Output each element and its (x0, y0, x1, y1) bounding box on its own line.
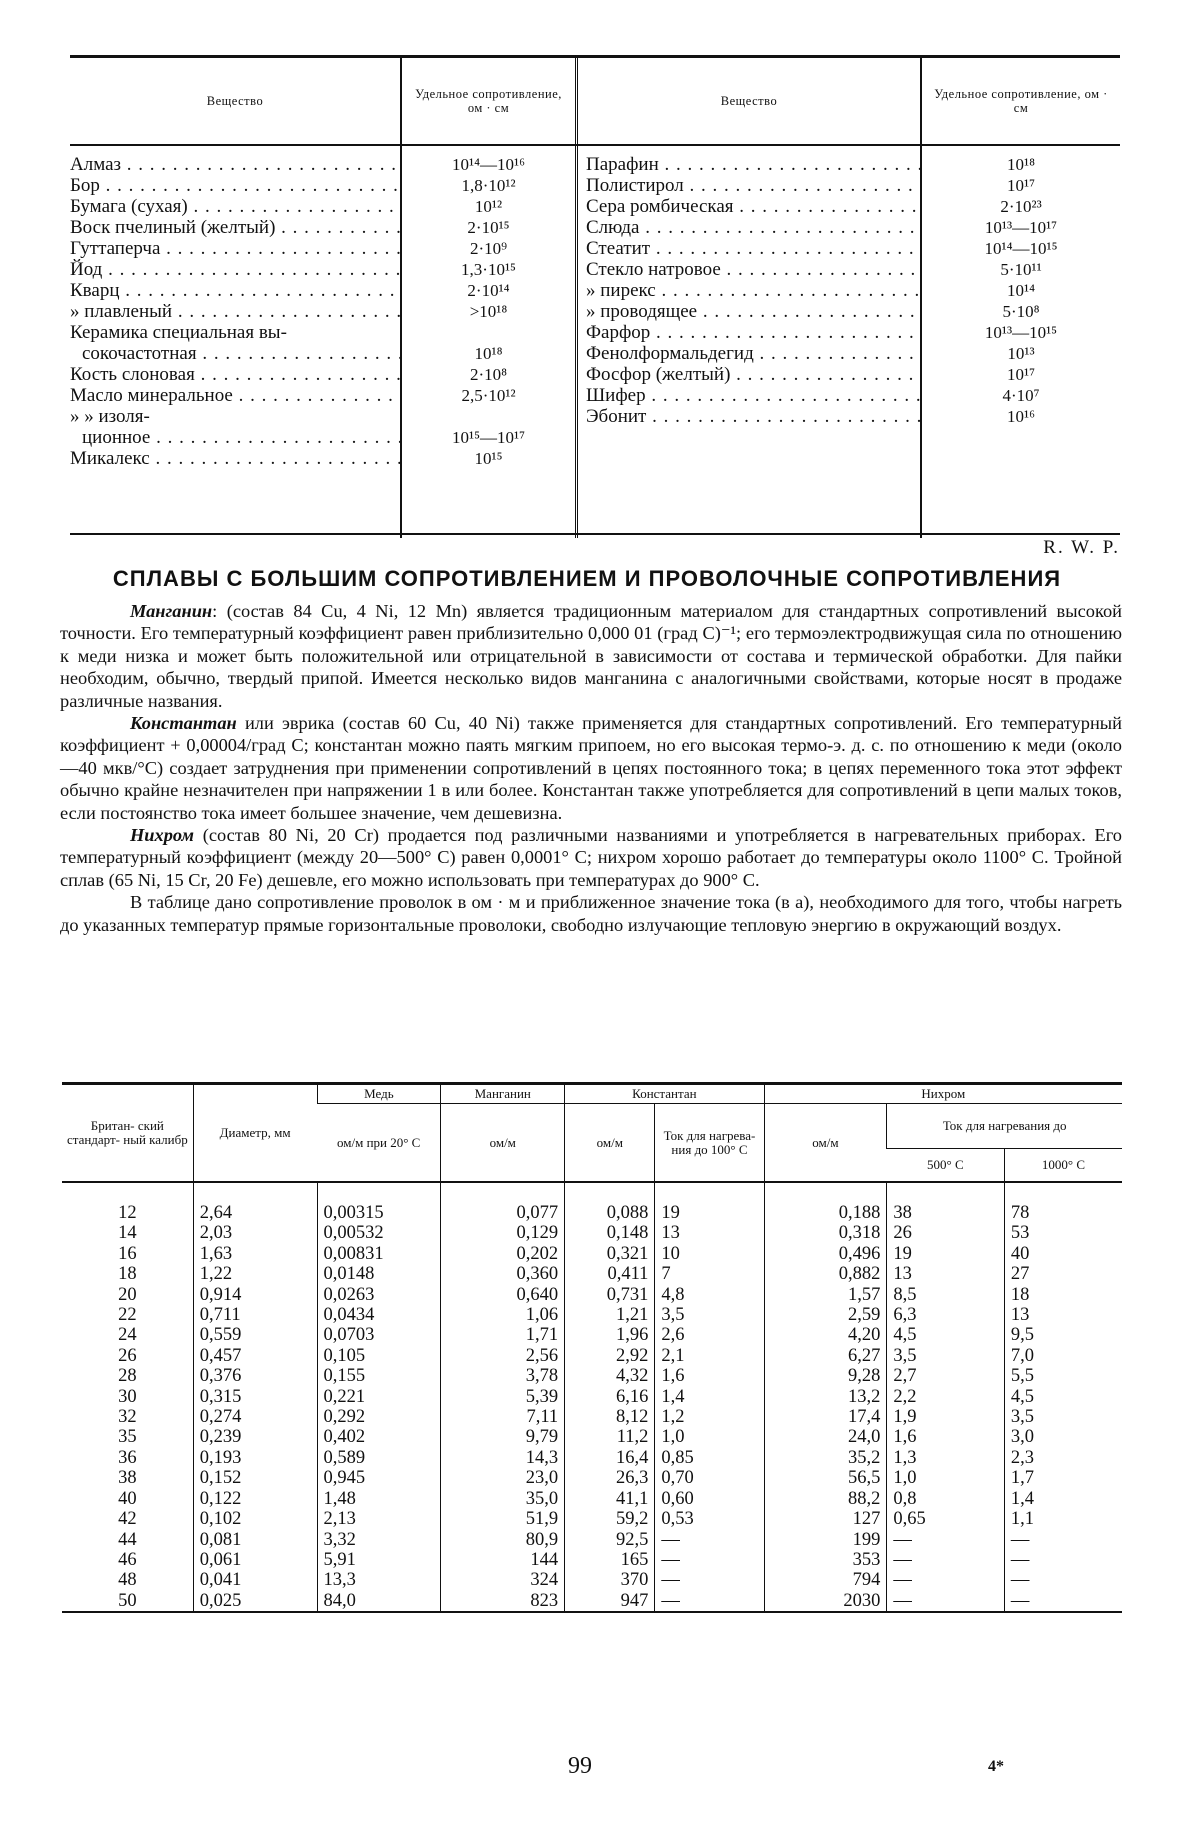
table-row (62, 1305, 1122, 1325)
cell-gauge: 38 (118, 1468, 137, 1489)
cell-diameter: 0,239 (193, 1427, 317, 1447)
substance-name: Фарфор . . . (586, 322, 920, 343)
table-row (62, 1489, 1122, 1509)
cell-manganin: 823 (441, 1591, 565, 1612)
cell-manganin: 1,71 (441, 1325, 565, 1345)
resistivity-value: 5·10⁸ (1002, 302, 1040, 321)
header-constantan-unit: ом/м (565, 1104, 655, 1183)
substance-name: » пирекс . . . (586, 280, 920, 301)
cell-manganin: 0,640 (441, 1285, 565, 1305)
substance-name: Эбонит . . . (586, 406, 920, 427)
cell-diameter: 0,559 (193, 1325, 317, 1345)
cell-nichrome-1000: — (1004, 1591, 1122, 1612)
cell-nichrome-1000: 13 (1004, 1305, 1122, 1325)
wire-table-body (62, 1182, 1122, 1612)
cell-diameter: 0,152 (193, 1468, 317, 1488)
substance-name: Фосфор (желтый) . . . (586, 364, 920, 385)
cell-manganin: 14,3 (441, 1448, 565, 1468)
cell-constantan-current: 0,53 (655, 1509, 764, 1529)
substance-name: Стеатит . . . (586, 238, 920, 259)
resistivity-table (70, 55, 1120, 558)
table-row (62, 1407, 1122, 1427)
cell-constantan: 947 (565, 1591, 655, 1612)
table-row (62, 1182, 1122, 1223)
cell-nichrome-500: 8,5 (887, 1285, 1005, 1305)
term-constantan: Константан (130, 713, 237, 734)
resistivity-value: 10¹⁷ (1006, 176, 1036, 195)
cell-copper: 0,0703 (317, 1325, 441, 1345)
left-values-column (400, 146, 578, 538)
cell-nichrome-500: — (887, 1550, 1005, 1570)
cell-nichrome-500: 0,65 (887, 1509, 1005, 1529)
substance-name: Керамика специальная вы- (70, 322, 287, 343)
cell-diameter: 0,102 (193, 1509, 317, 1529)
substance-name: ционное . . . (70, 427, 400, 448)
table-row (62, 1223, 1122, 1243)
table-row (62, 1448, 1122, 1468)
resistivity-value: 2·10⁸ (469, 365, 508, 384)
cell-gauge: 24 (118, 1325, 137, 1346)
paragraph-constantan-text: или эврика (состав 60 Cu, 40 Ni) также применяется для стандартных сопротивлений. Его температурный коэффициент + 0,00004/град C; константан можно паять мягким припоем, но его высокая термо-э. д. с. по отношению к меди (около —40 мкв/°C) создает затруднения при применении сопротивлений в цепях постоянного тока; в цепях переменного тока этот эффект обычно крайне незначителен при напряжении 1 в или более. Константан также употребляется для сопротивлений в цепи малых токов, если постоянство тока имеет большее значение, чем дешевизна. (60, 713, 1122, 823)
substance-name: Бумага (сухая) . . . (70, 196, 400, 217)
cell-gauge: 36 (118, 1447, 137, 1468)
cell-diameter: 0,914 (193, 1285, 317, 1305)
resistivity-value: 2·10²³ (1000, 197, 1042, 216)
paragraph-nichrome (60, 824, 1122, 891)
cell-nichrome-500: — (887, 1570, 1005, 1590)
cell-diameter: 0,061 (193, 1550, 317, 1570)
resistivity-value: 10¹⁷ (1006, 365, 1036, 384)
cell-gauge: 40 (118, 1488, 137, 1509)
cell-diameter: 0,193 (193, 1448, 317, 1468)
resistivity-value: 2·10¹⁵ (467, 218, 510, 237)
header-500: 500° C (887, 1149, 1005, 1183)
substance-name: Сера ромбическая . . . (586, 196, 920, 217)
cell-nichrome: 4,20 (764, 1325, 887, 1345)
cell-constantan: 2,92 (565, 1346, 655, 1366)
cell-constantan: 16,4 (565, 1448, 655, 1468)
cell-nichrome: 56,5 (764, 1468, 887, 1488)
cell-nichrome: 2030 (764, 1591, 887, 1612)
cell-manganin: 5,39 (441, 1387, 565, 1407)
header-1000: 1000° C (1004, 1149, 1122, 1183)
cell-copper: 84,0 (317, 1591, 441, 1612)
cell-nichrome-500: 1,0 (887, 1468, 1005, 1488)
cell-nichrome-1000: 2,3 (1004, 1448, 1122, 1468)
substance-name: » проводящее . . . (586, 301, 920, 322)
cell-manganin: 80,9 (441, 1530, 565, 1550)
cell-nichrome: 35,2 (764, 1448, 887, 1468)
cell-constantan: 92,5 (565, 1530, 655, 1550)
cell-manganin: 7,11 (441, 1407, 565, 1427)
cell-copper: 0,402 (317, 1427, 441, 1447)
cell-diameter: 0,122 (193, 1489, 317, 1509)
cell-nichrome-1000: 78 (1004, 1182, 1122, 1223)
cell-nichrome-1000: 40 (1004, 1244, 1122, 1264)
cell-nichrome-1000: 1,7 (1004, 1468, 1122, 1488)
cell-manganin: 9,79 (441, 1427, 565, 1447)
cell-diameter: 0,274 (193, 1407, 317, 1427)
resistivity-value: 2·10⁹ (469, 239, 508, 258)
cell-constantan: 26,3 (565, 1468, 655, 1488)
header-constantan-current: Ток для нагрева- ния до 100° C (655, 1104, 764, 1183)
cell-diameter: 0,315 (193, 1387, 317, 1407)
cell-diameter: 0,025 (193, 1591, 317, 1612)
cell-nichrome: 0,882 (764, 1264, 887, 1284)
cell-manganin: 0,202 (441, 1244, 565, 1264)
cell-nichrome: 1,57 (764, 1285, 887, 1305)
table-row (62, 1325, 1122, 1345)
cell-copper: 0,00532 (317, 1223, 441, 1243)
substance-name: Кварц . . . (70, 280, 400, 301)
cell-nichrome-1000: 18 (1004, 1285, 1122, 1305)
cell-gauge: 30 (118, 1386, 137, 1407)
cell-nichrome-500: 4,5 (887, 1325, 1005, 1345)
table-row (62, 1346, 1122, 1366)
cell-copper: 1,48 (317, 1489, 441, 1509)
cell-nichrome: 794 (764, 1570, 887, 1590)
cell-gauge: 46 (118, 1549, 137, 1570)
cell-gauge: 42 (118, 1509, 137, 1530)
substance-name: Йод . . . (70, 259, 400, 280)
resistivity-value: 1,3·10¹⁵ (461, 260, 516, 279)
substance-name: сокочастотная . . . (70, 343, 400, 364)
cell-constantan-current: 3,5 (655, 1305, 764, 1325)
resistivity-value: 10¹⁵ (474, 449, 503, 468)
cell-copper: 0,945 (317, 1468, 441, 1488)
cell-nichrome-1000: 3,5 (1004, 1407, 1122, 1427)
cell-constantan-current: 19 (655, 1182, 764, 1223)
substance-name: Масло минеральное . . . (70, 385, 400, 406)
resistivity-value: 10¹⁸ (474, 344, 503, 363)
cell-nichrome-1000: — (1004, 1550, 1122, 1570)
cell-gauge: 32 (118, 1407, 137, 1428)
resistivity-value: 2,5·10¹² (461, 386, 516, 405)
table-source: R. W. P. (1043, 537, 1120, 558)
table-row (62, 1244, 1122, 1264)
cell-nichrome: 2,59 (764, 1305, 887, 1325)
paragraph-manganin (60, 600, 1122, 712)
cell-gauge: 28 (118, 1366, 137, 1387)
cell-nichrome-500: 19 (887, 1244, 1005, 1264)
cell-nichrome: 88,2 (764, 1489, 887, 1509)
col-resistivity-right: Удельное сопротивление, ом · см (920, 58, 1120, 144)
cell-constantan-current: — (655, 1570, 764, 1590)
section-title: СПЛАВЫ С БОЛЬШИМ СОПРОТИВЛЕНИЕМ И ПРОВОЛОЧНЫЕ СОПРОТИВЛЕНИЯ (112, 566, 1062, 591)
cell-gauge: 12 (118, 1203, 137, 1223)
header-copper-unit: ом/м при 20° C (317, 1104, 441, 1183)
sheet-mark: 4* (988, 1758, 1004, 1775)
table-row (62, 1550, 1122, 1570)
cell-constantan: 8,12 (565, 1407, 655, 1427)
right-values-column (920, 146, 1120, 538)
resistivity-value: 10¹² (474, 197, 503, 216)
substance-name: Микалекс . . . (70, 448, 400, 469)
cell-constantan: 0,148 (565, 1223, 655, 1243)
cell-nichrome: 9,28 (764, 1366, 887, 1386)
cell-nichrome-500: — (887, 1591, 1005, 1612)
section-body (60, 600, 1122, 936)
cell-nichrome-1000: 27 (1004, 1264, 1122, 1284)
wire-table (62, 1082, 1122, 1613)
cell-constantan: 11,2 (565, 1427, 655, 1447)
header-diameter: Диаметр, мм (193, 1084, 317, 1183)
cell-constantan: 59,2 (565, 1509, 655, 1529)
cell-gauge: 22 (118, 1305, 137, 1326)
cell-manganin: 23,0 (441, 1468, 565, 1488)
cell-diameter: 0,081 (193, 1530, 317, 1550)
resistivity-value: 10¹⁵—10¹⁷ (451, 428, 526, 447)
cell-manganin: 0,360 (441, 1264, 565, 1284)
cell-gauge: 50 (62, 1591, 193, 1612)
table-row (62, 1468, 1122, 1488)
cell-constantan: 0,731 (565, 1285, 655, 1305)
cell-copper: 5,91 (317, 1550, 441, 1570)
cell-copper: 13,3 (317, 1570, 441, 1590)
table-row (62, 1285, 1122, 1305)
cell-nichrome-1000: 53 (1004, 1223, 1122, 1243)
cell-nichrome-500: 1,6 (887, 1427, 1005, 1447)
resistivity-value: 10¹³—10¹⁵ (984, 323, 1058, 342)
cell-constantan-current: 4,8 (655, 1285, 764, 1305)
cell-nichrome-500: 13 (887, 1264, 1005, 1284)
paragraph-nichrome-text: (состав 80 Ni, 20 Cr) продается под различными названиями и употребляется в нагревательных приборах. Его температурный коэффициент (между 20—500° C) равен 0,0001° C; нихром хорошо работает до температуры около 1100° C. Тройной сплав (65 Ni, 15 Cr, 20 Fe) дешевле, его можно использовать при температурах до 900° C. (60, 825, 1122, 890)
resistivity-value (402, 322, 575, 343)
resistivity-table-header (70, 58, 1120, 146)
cell-manganin: 1,06 (441, 1305, 565, 1325)
cell-copper: 0,105 (317, 1346, 441, 1366)
substance-name: Парафин . . . (586, 154, 920, 175)
right-names-column (578, 146, 920, 538)
cell-nichrome-500: — (887, 1530, 1005, 1550)
cell-nichrome-500: 3,5 (887, 1346, 1005, 1366)
cell-copper: 3,32 (317, 1530, 441, 1550)
cell-nichrome-500: 38 (887, 1182, 1005, 1223)
cell-nichrome: 24,0 (764, 1427, 887, 1447)
cell-manganin: 0,129 (441, 1223, 565, 1243)
resistivity-value: 10¹³—10¹⁷ (984, 218, 1058, 237)
cell-nichrome-500: 6,3 (887, 1305, 1005, 1325)
resistivity-value: 10¹⁶ (1006, 407, 1036, 426)
cell-diameter: 2,64 (193, 1182, 317, 1223)
resistivity-value: 4·10⁷ (1002, 386, 1040, 405)
cell-manganin: 3,78 (441, 1366, 565, 1386)
table-row (62, 1264, 1122, 1284)
substance-name: » плавленый . . . (70, 301, 400, 322)
cell-nichrome: 6,27 (764, 1346, 887, 1366)
cell-copper: 0,589 (317, 1448, 441, 1468)
table-row (62, 1366, 1122, 1386)
cell-gauge: 35 (118, 1427, 137, 1448)
term-manganin: Манганин (130, 601, 213, 621)
table-row (62, 1509, 1122, 1529)
cell-copper: 0,0434 (317, 1305, 441, 1325)
resistivity-value: >10¹⁸ (469, 302, 508, 321)
resistivity-value: 10¹⁴ (1006, 281, 1036, 300)
cell-nichrome-1000: 3,0 (1004, 1427, 1122, 1447)
cell-nichrome: 353 (764, 1550, 887, 1570)
header-nichrome-unit: ом/м (764, 1104, 887, 1183)
cell-nichrome-1000: 1,1 (1004, 1509, 1122, 1529)
cell-diameter: 2,03 (193, 1223, 317, 1243)
resistivity-value: 10¹⁸ (1006, 155, 1036, 174)
cell-manganin: 51,9 (441, 1509, 565, 1529)
cell-nichrome: 13,2 (764, 1387, 887, 1407)
cell-copper: 0,0148 (317, 1264, 441, 1284)
cell-constantan-current: 0,70 (655, 1468, 764, 1488)
cell-constantan-current: 1,2 (655, 1407, 764, 1427)
cell-manganin: 324 (441, 1570, 565, 1590)
cell-copper: 0,0263 (317, 1285, 441, 1305)
resistivity-value: 5·10¹¹ (1000, 260, 1042, 279)
cell-nichrome: 0,318 (764, 1223, 887, 1243)
cell-constantan-current: 1,6 (655, 1366, 764, 1386)
cell-copper: 0,00831 (317, 1244, 441, 1264)
resistivity-value: 10¹⁴—10¹⁶ (451, 155, 526, 174)
cell-copper: 0,292 (317, 1407, 441, 1427)
cell-constantan: 41,1 (565, 1489, 655, 1509)
header-nichrome: Нихром (764, 1084, 1122, 1104)
cell-nichrome: 127 (764, 1509, 887, 1529)
cell-constantan: 0,088 (565, 1182, 655, 1223)
table-row (62, 1530, 1122, 1550)
cell-gauge: 18 (118, 1264, 137, 1285)
cell-gauge: 20 (118, 1284, 137, 1305)
table-row (62, 1427, 1122, 1447)
cell-constantan: 0,321 (565, 1244, 655, 1264)
cell-copper: 0,00315 (317, 1182, 441, 1223)
cell-manganin: 2,56 (441, 1346, 565, 1366)
cell-nichrome-1000: 7,0 (1004, 1346, 1122, 1366)
col-resistivity-left: Удельное сопротивление, ом · см (400, 58, 578, 144)
cell-diameter: 1,63 (193, 1244, 317, 1264)
cell-gauge: 16 (118, 1243, 137, 1264)
cell-constantan: 6,16 (565, 1387, 655, 1407)
substance-name: Бор . . . (70, 175, 400, 196)
cell-constantan-current: 7 (655, 1264, 764, 1284)
cell-nichrome-1000: 9,5 (1004, 1325, 1122, 1345)
cell-nichrome-1000: — (1004, 1530, 1122, 1550)
cell-constantan: 165 (565, 1550, 655, 1570)
cell-gauge: 48 (118, 1570, 137, 1591)
cell-constantan: 4,32 (565, 1366, 655, 1386)
cell-nichrome-1000: 4,5 (1004, 1387, 1122, 1407)
substance-name: Стекло натровое . . . (586, 259, 920, 280)
resistivity-value: 10¹³ (1007, 344, 1035, 363)
cell-diameter: 0,711 (193, 1305, 317, 1325)
resistivity-value: 1,8·10¹² (461, 176, 516, 195)
cell-nichrome-1000: — (1004, 1570, 1122, 1590)
cell-nichrome-500: 2,7 (887, 1366, 1005, 1386)
cell-nichrome: 17,4 (764, 1407, 887, 1427)
cell-manganin: 35,0 (441, 1489, 565, 1509)
header-copper: Медь (317, 1084, 441, 1104)
cell-nichrome-500: 0,8 (887, 1489, 1005, 1509)
cell-copper: 0,155 (317, 1366, 441, 1386)
cell-constantan-current: 13 (655, 1223, 764, 1243)
substance-name: Алмаз . . . (70, 154, 400, 175)
cell-nichrome-500: 1,9 (887, 1407, 1005, 1427)
substance-name: Кость слоновая . . . (70, 364, 400, 385)
col-substance-right: Вещество (720, 94, 778, 108)
cell-copper: 2,13 (317, 1509, 441, 1529)
resistivity-table-body (70, 146, 1120, 538)
substance-name: » » изоля- (70, 406, 150, 427)
header-gauge: Британ- ский стандарт- ный калибр (62, 1084, 193, 1183)
cell-gauge: 26 (118, 1345, 137, 1366)
paragraph-table-intro: В таблице дано сопротивление проволок в ом · м и приближенное значение тока (в а), необходимого для того, чтобы нагреть до указанных температур прямые горизонтальные проволоки, свободно излучающие тепловую энергию в окружающий воздух. (60, 892, 1122, 935)
resistivity-value (402, 406, 575, 427)
term-nichrome: Нихром (130, 825, 195, 846)
cell-constantan-current: — (655, 1550, 764, 1570)
substance-name: Шифер . . . (586, 385, 920, 406)
header-constantan: Константан (565, 1084, 764, 1104)
header-manganin: Манганин (441, 1084, 565, 1104)
paragraph-constantan (60, 712, 1122, 824)
cell-diameter: 1,22 (193, 1264, 317, 1284)
cell-constantan-current: 0,85 (655, 1448, 764, 1468)
cell-diameter: 0,457 (193, 1346, 317, 1366)
cell-manganin: 0,077 (441, 1182, 565, 1223)
resistivity-value: 2·10¹⁴ (467, 281, 510, 300)
cell-manganin: 144 (441, 1550, 565, 1570)
table-row (62, 1570, 1122, 1590)
cell-gauge: 14 (118, 1223, 137, 1244)
cell-nichrome-1000: 5,5 (1004, 1366, 1122, 1386)
cell-constantan-current: 2,6 (655, 1325, 764, 1345)
cell-constantan-current: — (655, 1530, 764, 1550)
cell-nichrome: 0,496 (764, 1244, 887, 1264)
substance-name: Слюда . . . (586, 217, 920, 238)
cell-nichrome: 0,188 (764, 1182, 887, 1223)
left-names-column (70, 146, 400, 538)
cell-constantan-current: 0,60 (655, 1489, 764, 1509)
cell-gauge: 44 (118, 1529, 137, 1550)
cell-nichrome-1000: 1,4 (1004, 1489, 1122, 1509)
substance-name: Полистирол . . . (586, 175, 920, 196)
table-row (62, 1591, 1122, 1612)
cell-nichrome-500: 2,2 (887, 1387, 1005, 1407)
cell-constantan-current: 2,1 (655, 1346, 764, 1366)
resistivity-value: 10¹⁴—10¹⁵ (984, 239, 1058, 258)
cell-nichrome-500: 26 (887, 1223, 1005, 1243)
header-nichrome-current: Ток для нагревания до (887, 1104, 1122, 1149)
cell-nichrome-500: 1,3 (887, 1448, 1005, 1468)
cell-diameter: 0,376 (193, 1366, 317, 1386)
cell-constantan-current: 1,4 (655, 1387, 764, 1407)
cell-constantan-current: 1,0 (655, 1427, 764, 1447)
cell-constantan: 1,96 (565, 1325, 655, 1345)
substance-name: Воск пчелиный (желтый) . . . (70, 217, 400, 238)
substance-name: Гуттаперча . . . (70, 238, 400, 259)
cell-copper: 0,221 (317, 1387, 441, 1407)
cell-constantan-current: 10 (655, 1244, 764, 1264)
cell-diameter: 0,041 (193, 1570, 317, 1590)
cell-constantan: 370 (565, 1570, 655, 1590)
cell-constantan: 1,21 (565, 1305, 655, 1325)
cell-nichrome: 199 (764, 1530, 887, 1550)
paragraph-manganin-text: : (состав 84 Cu, 4 Ni, 12 Mn) является традиционным материалом для стандартных сопротивлений высокой точности. Его температурный коэффициент равен приблизительно 0,000 01 (град C)⁻¹; его термоэлектродвижущая сила по отношению к меди низка и может быть положительной или отрицательной в зависимости от состава и термической обработки. Для пайки необходим, обычно, твердый припой. Имеется несколько видов манганина с аналогичными свойствами, которые носят в продаже различные названия. (60, 601, 1122, 711)
table-row (62, 1387, 1122, 1407)
col-substance-left: Вещество (206, 94, 264, 108)
header-manganin-unit: ом/м (441, 1104, 565, 1183)
substance-name: Фенолформальдегид . . . (586, 343, 920, 364)
page-number: 99 (568, 1753, 592, 1779)
cell-constantan: 0,411 (565, 1264, 655, 1284)
cell-constantan-current: — (655, 1591, 764, 1612)
